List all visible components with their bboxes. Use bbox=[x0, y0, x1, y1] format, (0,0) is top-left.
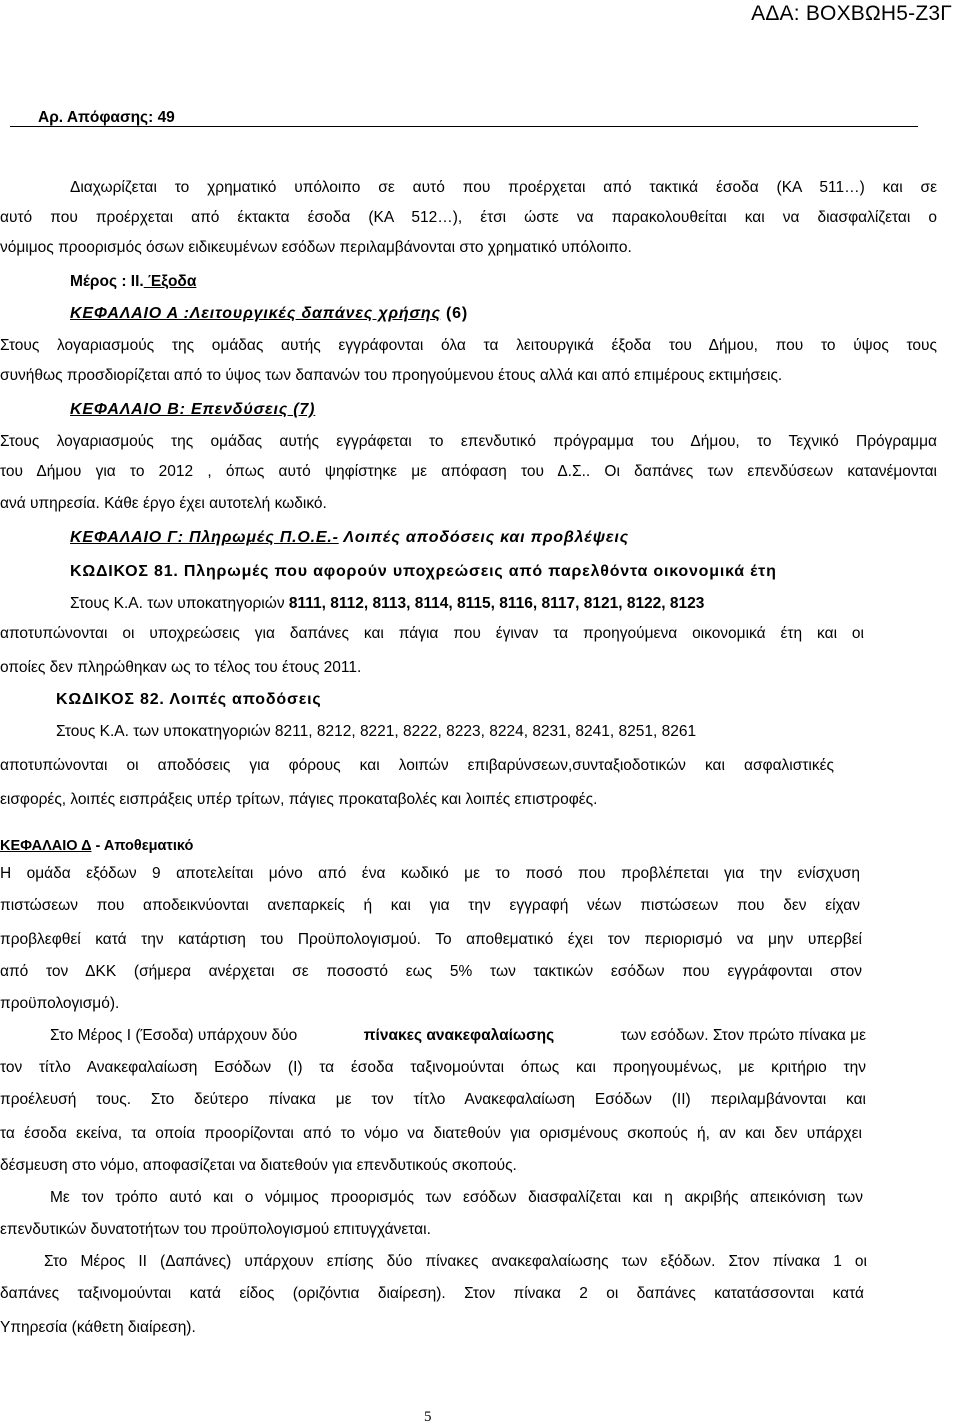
para-3-line-1: Στο Μέρος ΙΙ (Δαπάνες) υπάρχουν επίσης δύο πίνακες ανακεφαλαίωσης των εξόδων. Στον πίνακα 1 οι bbox=[44, 1253, 867, 1270]
chapter-d-line-5: προϋπολογισμό). bbox=[0, 995, 120, 1012]
chapter-d-line-1: Η ομάδα εξόδων 9 αποτελείται μόνο από ένα κωδικό με το ποσό που προβλέπεται για την ενίσχυση bbox=[0, 865, 860, 882]
para-3-line-2: δαπάνες ταξινομούνται κατά είδος (οριζόντια διαίρεση). Στον πίνακα 2 οι δαπάνες κατατάσσονται κατά bbox=[0, 1285, 864, 1302]
chapter-a-title: ΚΕΦΑΛΑΙΟ Α :Λειτουργικές δαπάνες χρήσης bbox=[70, 305, 441, 322]
chapter-c-subtitle: Λοιπές αποδόσεις και προβλέψεις bbox=[338, 529, 629, 546]
para-1-text-a: Στο Μέρος Ι (Έσοδα) υπάρχουν δύο bbox=[50, 1027, 298, 1044]
part-title: Έξοδα bbox=[143, 273, 197, 290]
chapter-a-heading bbox=[70, 304, 468, 324]
code-82-line-2: αποτυπώνονται οι αποδόσεις για φόρους και λοιπών επιβαρύνσεων,συνταξιοδοτικών και ασφαλιστικές bbox=[0, 757, 834, 774]
intro-line-2: αυτό που προέρχεται από έκτακτα έσοδα (ΚΑ 512…), έτσι ώστε να παρακολουθείται και να διασφαλίζεται ο bbox=[0, 209, 937, 226]
code-81-line-3: οποίες δεν πληρώθηκαν ως το τέλος του έτους 2011. bbox=[0, 659, 362, 676]
chapter-d-line-3: προβλεφθεί κατά την κατάρτιση του Προϋπολογισμού. Το αποθεματικό έχει τον περιορισμό να μην υπερβεί bbox=[0, 931, 862, 948]
chapter-a-number: (6) bbox=[440, 305, 468, 322]
para-3-line-3: Υπηρεσία (κάθετη διαίρεση). bbox=[0, 1319, 196, 1336]
page-number: 5 bbox=[424, 1409, 432, 1425]
para-2-line-2: επενδυτικών δυνατοτήτων του προϋπολογισμού επιτυγχάνεται. bbox=[0, 1221, 431, 1238]
chapter-b-title: ΚΕΦΑΛΑΙΟ Β: Επενδύσεις (7) bbox=[70, 401, 316, 418]
code-81-prefix: Στους Κ.Α. των υποκατηγοριών bbox=[70, 595, 285, 612]
para-2-line-1: Με τον τρόπο αυτό και ο νόμιμος προορισμός των εσόδων διασφαλίζεται και η ακριβής απεικόνιση των bbox=[50, 1189, 863, 1206]
para-1-line-4: τα έσοδα εκείνα, τα οποία προορίζονται από το νόμο να διατεθούν για ορισμένους σκοπούς ή, αν και δεν υπάρχει bbox=[0, 1125, 862, 1142]
part-heading bbox=[70, 272, 196, 292]
chapter-a-line-1: Στους λογαριασμούς της ομάδας αυτής εγγράφονται όλα τα λειτουργικά έξοδα του Δήμου, που το ύψος τους bbox=[0, 337, 937, 354]
para-1-line-2: τον τίτλο Ανακεφαλαίωση Εσόδων (Ι) τα έσοδα ταξινομούνται όπως και προηγουμένως, με κριτήριο την bbox=[0, 1059, 866, 1076]
chapter-d-heading bbox=[0, 836, 193, 856]
ada-code: ΑΔΑ: ΒΟΧΒΩΗ5-Ζ3Γ bbox=[751, 2, 952, 25]
code-82-line-3: εισφορές, λοιπές εισπράξεις υπέρ τρίτων, πάγιες προκαταβολές και λοιπές επιστροφές. bbox=[0, 791, 598, 808]
decision-number: Αρ. Απόφασης: 49 bbox=[38, 109, 175, 126]
decision-divider bbox=[10, 126, 918, 127]
intro-line-3: νόμιμος προορισμός όσων ειδικευμένων εσόδων περιλαμβάνονται στο χρηματικό υπόλοιπο. bbox=[0, 239, 632, 256]
chapter-c-heading bbox=[70, 528, 629, 548]
chapter-b-line-1: Στους λογαριασμούς της ομάδας αυτής εγγράφεται το επενδυτικό πρόγραμμα του Δήμου, το Τεχνικό Πρόγραμμα bbox=[0, 433, 937, 450]
code-82-line-1: Στους Κ.Α. των υποκατηγοριών 8211, 8212, 8221, 8222, 8223, 8224, 8231, 8241, 8251, 8261 bbox=[56, 723, 697, 740]
chapter-b-line-2: του Δήμου για το 2012 , όπως αυτό ψηφίστηκε με απόφαση του Δ.Σ.. Οι δαπάνες των επενδύσεων κατανέμονται bbox=[0, 463, 937, 480]
chapter-d-line-4: από τον ΔΚΚ (σήμερα ανέρχεται σε ποσοστό εως 5% των τακτικών εσόδων που εγγράφονται στον bbox=[0, 963, 862, 980]
chapter-d-subtitle: - Αποθεματικό bbox=[91, 838, 194, 854]
chapter-b-line-3: ανά υπηρεσία. Κάθε έργο έχει αυτοτελή κωδικό. bbox=[0, 495, 327, 512]
para-1-line-1 bbox=[50, 1026, 866, 1046]
para-1-emphasis: πίνακες ανακεφαλαίωσης bbox=[363, 1027, 555, 1044]
para-1-line-5: δέσμευση στο νόμο, αποφασίζεται να διατεθούν για επενδυτικούς σκοπούς. bbox=[0, 1157, 517, 1174]
part-label: Μέρος : ΙΙ. bbox=[70, 273, 144, 290]
chapter-d-title: ΚΕΦΑΛΑΙΟ Δ bbox=[0, 838, 92, 854]
code-81-title: ΚΩΔΙΚΟΣ 81. Πληρωμές που αφορούν υποχρεώσεις από παρελθόντα οικονομικά έτη bbox=[70, 563, 777, 580]
code-81-line-2: αποτυπώνονται οι υποχρεώσεις για δαπάνες και πάγια που έγιναν τα προηγούμενα οικονομικά έτη και οι bbox=[0, 625, 864, 642]
para-1-line-3: προέλευσή τους. Στο δεύτερο πίνακα με τον τίτλο Ανακεφαλαίωση Εσόδων (ΙΙ) περιλαμβάνονται και bbox=[0, 1091, 866, 1108]
chapter-a-line-2: συνήθως προσδιορίζεται από το ύψος των δαπανών του προηγούμενου έτους αλλά και από επιμέρους εκτιμήσεις. bbox=[0, 367, 783, 384]
para-1-text-c: των εσόδων. Στον πρώτο πίνακα με bbox=[620, 1027, 866, 1044]
chapter-d-line-2: πιστώσεων που αποδεικνύονται ανεπαρκείς ή και για την εγγραφή νέων πιστώσεων που δεν είχαν bbox=[0, 897, 860, 914]
chapter-b-heading bbox=[70, 400, 315, 420]
code-81-codes: 8111, 8112, 8113, 8114, 8115, 8116, 8117, 8121, 8122, 8123 bbox=[288, 595, 705, 612]
code-81-line-1 bbox=[70, 594, 704, 614]
code-82-title: ΚΩΔΙΚΟΣ 82. Λοιπές αποδόσεις bbox=[56, 691, 322, 708]
chapter-c-title: ΚΕΦΑΛΑΙΟ Γ: Πληρωμές Π.Ο.Ε.- bbox=[70, 529, 339, 546]
intro-line-1: Διαχωρίζεται το χρηματικό υπόλοιπο σε αυτό που προέρχεται από τακτικά έσοδα (ΚΑ 511…) και σε bbox=[70, 179, 937, 196]
